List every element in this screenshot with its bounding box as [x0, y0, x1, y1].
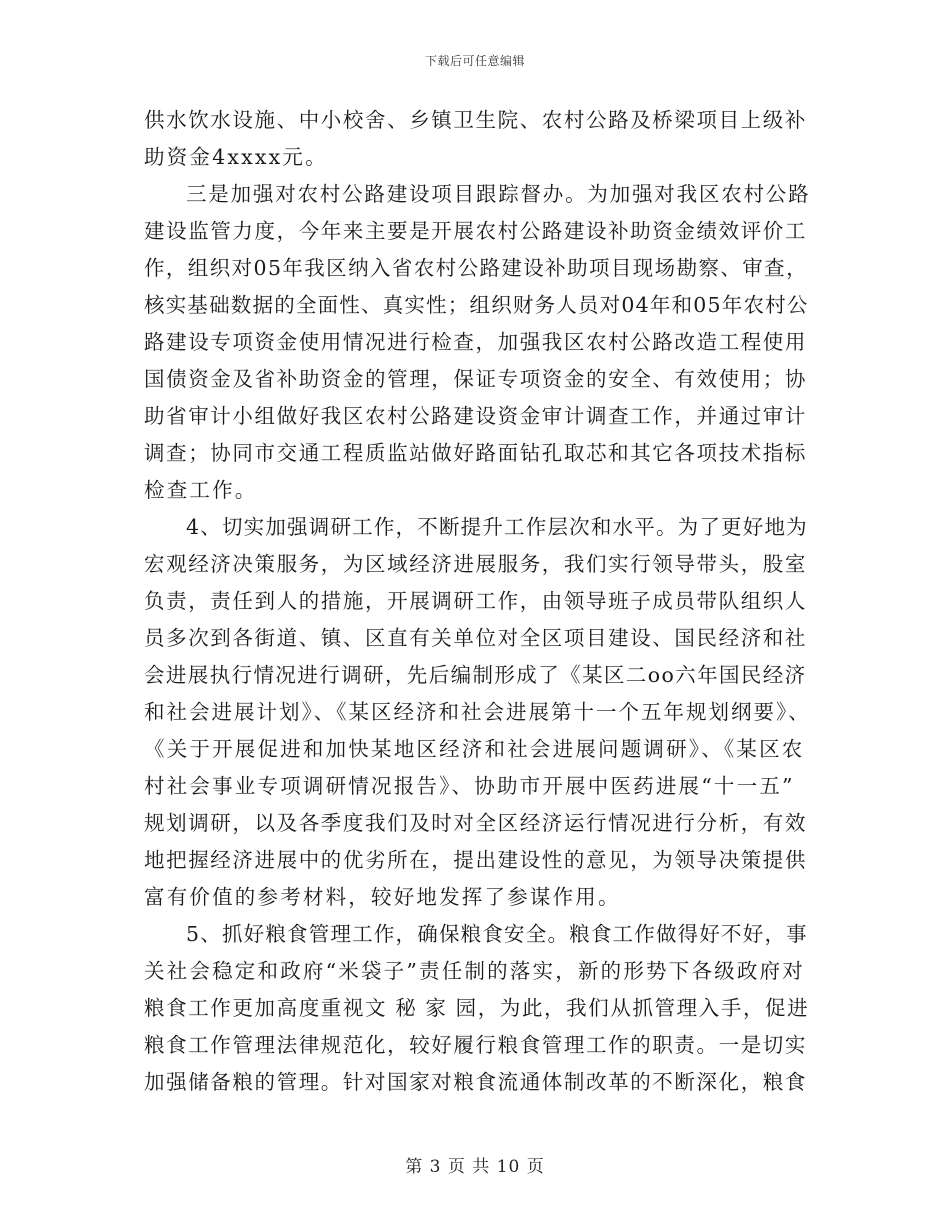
text-line: 助省审计小组做好我区农村公路建设资金审计调查工作，并通过审计: [144, 404, 807, 428]
text-line: 粮食工作管理法律规范化，较好履行粮食管理工作的职责。一是切实: [144, 1033, 807, 1057]
text-line: 路建设专项资金使用情况进行检查，加强我区农村公路改造工程使用: [144, 330, 807, 354]
text-line: 粮食工作更加高度重视文 秘 家 园，为此，我们从抓管理入手，促进: [144, 996, 810, 1020]
text-line: 《关于开展促进和加快某地区经济和社会进展问题调研》、《某区农: [144, 737, 805, 761]
text-line: 宏观经济决策服务，为区域经济进展服务，我们实行领导带头，股室: [144, 552, 807, 576]
text-line: 调查；协同市交通工程质监站做好路面钻孔取芯和其它各项技术指标: [144, 441, 807, 465]
text-line: 助资金4xxxx元。: [144, 145, 328, 169]
text-line: 作，组织对05年我区纳入省农村公路建设补助项目现场勘察、审查，: [144, 256, 808, 280]
text-line: 供水饮水设施、中小校舍、乡镇卫生院、农村公路及桥梁项目上级补: [144, 108, 807, 132]
text-line: 检查工作。: [144, 478, 258, 502]
text-line: 和社会进展计划》、《某区经济和社会进展第十一个五年规划纲要》、: [144, 700, 811, 724]
text-line: 国债资金及省补助资金的管理，保证专项资金的安全、有效使用；协: [144, 367, 807, 391]
text-line: 富有价值的参考材料，较好地发挥了参谋作用。: [144, 885, 621, 909]
text-line: 5、抓好粮食管理工作，确保粮食安全。粮食工作做得好不好，事: [186, 922, 808, 946]
text-line: 规划调研，以及各季度我们及时对全区经济运行情况进行分析，有效: [144, 811, 807, 835]
text-line: 三是加强对农村公路建设项目跟踪督办。为加强对我区农村公路: [186, 182, 811, 206]
text-line: 建设监管力度，今年来主要是开展农村公路建设补助资金绩效评价工: [144, 219, 807, 243]
page-header: 下载后可任意编辑: [424, 54, 525, 68]
text-line: 地把握经济进展中的优劣所在，提出建设性的意见，为领导决策提供: [144, 848, 807, 872]
text-line: 村社会事业专项调研情况报告》、协助市开展中医药进展“十一五”: [144, 774, 795, 798]
text-line: 关社会稳定和政府“米袋子”责任制的落实，新的形势下各级政府对: [144, 959, 805, 983]
text-line: 核实基础数据的全面性、真实性；组织财务人员对04年和05年农村公: [144, 293, 809, 317]
text-line: 加强储备粮的管理。针对国家对粮食流通体制改革的不断深化，粮食: [144, 1070, 807, 1094]
text-line: 负责，责任到人的措施，开展调研工作，由领导班子成员带队组织人: [144, 589, 807, 613]
document-body: [144, 102, 812, 1101]
text-line: 4、切实加强调研工作，不断提升工作层次和水平。为了更好地为: [186, 515, 808, 539]
text-line: 会进展执行情况进行调研，先后编制形成了《某区二oo六年国民经济: [144, 663, 807, 687]
text-line: 员多次到各街道、镇、区直有关单位对全区项目建设、国民经济和社: [144, 626, 807, 650]
page-footer: 第 3 页 共 10 页: [405, 1157, 545, 1177]
